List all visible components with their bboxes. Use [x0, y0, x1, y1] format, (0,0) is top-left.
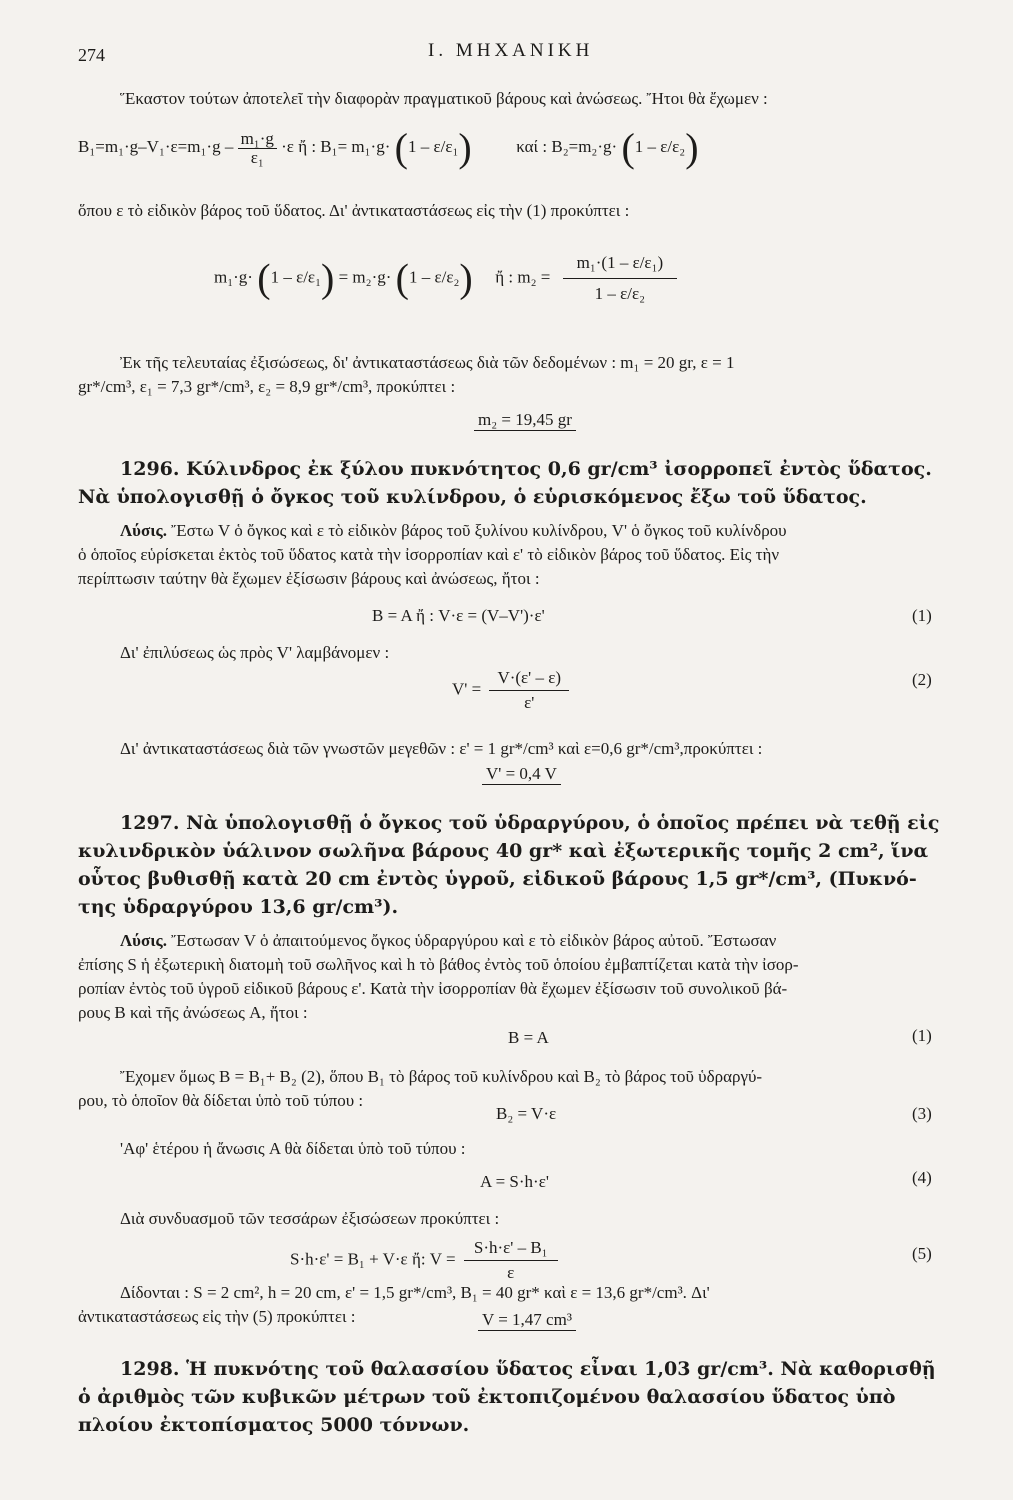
solution-text: Ἔστω V ὁ ὄγκος καὶ ε τὸ εἰδικὸν βάρος τοῦ ξυλίνου κυλίνδρου, V' ὁ ὄγκος τοῦ κυλίνδρου: [171, 521, 787, 540]
problem-1298-title-2: ὁ ἀριθμὸς τῶν κυβικῶν μέτρων τοῦ ἐκτοπιζομένου θαλασσίου ὕδατος ὑπὸ: [78, 1386, 896, 1408]
problem-1298-title-3: πλοίου ἐκτοπίσματος 5000 τόννων.: [78, 1414, 470, 1436]
problem-1296-eq1-number: (1): [912, 606, 932, 625]
eq5-numerator: S·h·ε' – B₁: [464, 1236, 558, 1261]
problem-1297-solution-1: [120, 930, 776, 952]
equation-main: m₁·g· (1 – ε/ε₁) = m₂·g· (1 – ε/ε₂) ἤ : m₂ = $\frac{\text{m₁·(1 – ε/ε₁)}}{\text{1 – ε/ε₂}}$: [214, 248, 677, 309]
intro-line-1: Ἕκαστον τούτων ἀποτελεῖ τὴν διαφορὰν πραγματικοῦ βάρους καὶ ἀνώσεως. Ἤτοι θὰ ἔχωμεν :: [120, 89, 768, 108]
problem-1298-title-1: 1298. Ἡ πυκνότης τοῦ θαλασσίου ὕδατος εἶναι 1,03 gr/cm³. Νὰ καθορισθῇ: [120, 1358, 936, 1380]
eq5-fraction: [464, 1236, 558, 1285]
problem-1296-eq2: [452, 666, 569, 715]
problem-1297-solution-3: ροπίαν ἐντὸς τοῦ ὑγροῦ εἰδικοῦ βάρους ε'. Κατὰ τὴν ἰσορροπίαν θὰ ἔχωμεν ἐξίσωσιν τοῦ συνολικοῦ βά-: [78, 979, 788, 998]
intro-line-3b: gr*/cm³, ε₁ = 7,3 gr*/cm³, ε₂ = 8,9 gr*/cm³, προκύπτει :: [78, 377, 456, 396]
problem-1297-solution-10: ἀντικαταστάσεως εἰς τὴν (5) προκύπτει :: [78, 1307, 356, 1326]
solution-label: Λύσις.: [120, 931, 167, 950]
problem-1297-eq1-number: (1): [912, 1026, 932, 1045]
problem-1297-result: [478, 1310, 576, 1330]
problem-1297-eq3: B₂ = V·ε: [496, 1104, 557, 1123]
eq-main-numerator: m₁·(1 – ε/ε₁): [563, 248, 678, 279]
problem-1296-solution-5: Δι' ἀντικαταστάσεως διὰ τῶν γνωστῶν μεγεθῶν : ε' = 1 gr*/cm³ καὶ ε=0,6 gr*/cm³,προκύπτει :: [120, 739, 763, 758]
problem-1296-solution-3: περίπτωσιν ταύτην θὰ ἔχωμεν ἐξίσωσιν βάρους καὶ ἀνώσεως, ἤτοι :: [78, 569, 540, 588]
eq-b1-numerator: m₁·g: [238, 130, 277, 149]
eq5-denominator: ε: [507, 1263, 515, 1282]
eq5-left: S·h·ε' = B₁ + V·ε ἤ: V =: [290, 1249, 456, 1269]
problem-1297-solution-7: 'Αφ' ἑτέρου ἡ ἄνωσις A θὰ δίδεται ὑπὸ τοῦ τύπου :: [120, 1139, 466, 1158]
problem-1297-eq4-number: (4): [912, 1168, 932, 1187]
problem-1297-solution-2: ἐπίσης S ἡ ἐξωτερικὴ διατομὴ τοῦ σωλῆνος καὶ h τὸ βάθος ἐντὸς τοῦ ὁποίου ἐμβαπτίζεται κατὰ τὴν ἰσορ-: [78, 955, 799, 974]
eq-main-denominator: 1 – ε/ε₂: [594, 284, 646, 303]
problem-1296-title-2: Νὰ ὑπολογισθῇ ὁ ὄγκος τοῦ κυλίνδρου, ὁ εὑρισκόμενος ἔξω τοῦ ὕδατος.: [78, 486, 867, 508]
eq-main-left: m₁·g·: [214, 267, 253, 287]
problem-1296-result: [482, 764, 561, 784]
problem-1297-solution-4: ρους B καὶ τῆς ἀνώσεως A, ἤτοι :: [78, 1003, 308, 1022]
problem-1297-eq5: [290, 1236, 558, 1285]
eq-b2-paren: 1 – ε/ε₂: [634, 136, 686, 156]
eq-b2: καί : B₂=m₂·g·: [516, 136, 618, 156]
problem-1297-title-2: κυλινδρικὸν ὑάλινον σωλῆνα βάρους 40 gr* καὶ ἐξωτερικῆς τομῆς 2 cm², ἵνα: [78, 840, 929, 862]
problem-1296-title-1: 1296. Κύλινδρος ἐκ ξύλου πυκνότητος 0,6 gr/cm³ ἰσορροπεῖ ἐντὸς ὕδατος.: [120, 458, 932, 480]
eq2-numerator: V·(ε' – ε): [489, 666, 569, 691]
eq2-denominator: ε': [524, 693, 535, 712]
intro-line-3a: Ἐκ τῆς τελευταίας ἐξισώσεως, δι' ἀντικαταστάσεως διὰ τῶν δεδομένων : m₁ = 20 gr, ε = 1: [120, 353, 735, 372]
problem-1297-solution-6: ρου, τὸ ὁποῖον θὰ δίδεται ὑπὸ τοῦ τύπου :: [78, 1091, 364, 1110]
problem-1296-eq2-number: (2): [912, 670, 932, 689]
problem-1296-eq1: B = A ἤ : V·ε = (V–V')·ε': [372, 606, 545, 625]
eq-main-mid: = m₂·g·: [338, 267, 392, 287]
problem-1296-solution-2: ὁ ὁποῖος εὑρίσκεται ἐκτὸς τοῦ ὕδατος κατὰ τὴν ἰσορροπίαν καὶ ε' τὸ εἰδικὸν βάρος τοῦ ὕδατος. Εἰς τὴν: [78, 545, 780, 564]
problem-1297-eq1: B = A: [508, 1028, 549, 1047]
eq-b1-paren: 1 – ε/ε₁: [407, 136, 459, 156]
eq-b1-mid: ·ε ἤ : B₁= m₁·g·: [281, 136, 391, 156]
solution-text: Ἔστωσαν V ὁ ἀπαιτούμενος ὄγκος ὑδραργύρου καὶ ε τὸ εἰδικὸν βάρος αὐτοῦ. Ἔστωσαν: [171, 931, 777, 950]
eq-b1-fraction: [238, 130, 277, 167]
problem-1296-solution-4: Δι' ἐπιλύσεως ὡς πρὸς V' λαμβάνομεν :: [120, 643, 390, 662]
running-title: I. ΜΗΧΑΝΙΚΗ: [428, 40, 594, 61]
problem-1297-title-4: της ὑδραργύρου 13,6 gr/cm³).: [78, 896, 399, 918]
solution-label: Λύσις.: [120, 521, 167, 540]
eq-main-fraction: [563, 248, 678, 309]
eq-main-paren-2: 1 – ε/ε₂: [408, 267, 460, 287]
eq-main-paren-1: 1 – ε/ε₁: [270, 267, 321, 287]
problem-1297-result-text: V = 1,47 cm³: [478, 1310, 576, 1331]
intro-line-2: ὅπου ε τὸ εἰδικὸν βάρος τοῦ ὕδατος. Δι' ἀντικαταστάσεως εἰς τὴν (1) προκύπτει :: [78, 201, 630, 220]
problem-1297-title-1: 1297. Νὰ ὑπολογισθῇ ὁ ὄγκος τοῦ ὑδραργύρου, ὁ ὁποῖος πρέπει νὰ τεθῇ εἰς: [120, 812, 940, 834]
problem-1297-eq3-number: (3): [912, 1104, 932, 1123]
result-m2: [474, 410, 576, 430]
eq-b1-left: B₁=m₁·g–V₁·ε=m₁·g –: [78, 136, 234, 156]
result-m2-text: m₂ = 19,45 gr: [474, 410, 576, 431]
eq-b1-denominator: ε₁: [250, 147, 264, 167]
problem-1297-eq5-number: (5): [912, 1244, 932, 1263]
problem-1296-solution-1: [120, 520, 787, 542]
problem-1297-eq4: A = S·h·ε': [480, 1172, 549, 1191]
problem-1297-solution-9: Δίδονται : S = 2 cm², h = 20 cm, ε' = 1,5 gr*/cm³, B₁ = 40 gr* καὶ ε = 13,6 gr*/cm³. Δι': [120, 1283, 710, 1302]
problem-1297-solution-8: Διὰ συνδυασμοῦ τῶν τεσσάρων ἐξισώσεων προκύπτει :: [120, 1209, 500, 1228]
problem-1297-solution-5: Ἔχομεν ὅμως B = B₁+ B₂ (2), ὅπου B₁ τὸ βάρος τοῦ κυλίνδρου καὶ B₂ τὸ βάρος τοῦ ὑδραργύ-: [120, 1067, 763, 1086]
problem-1296-result-text: V' = 0,4 V: [482, 764, 561, 785]
equation-b1-b2: B₁=m₁·g–V₁·ε=m₁·g – $\frac{\text{m₁·g}}{\text{ε₁}}$ ·ε ἤ : B₁= m₁·g· (1 – ε/ε₁) καί : B₂=m₂·g· (1 – ε/ε₂): [78, 125, 699, 170]
page-number: 274: [78, 45, 105, 65]
eq2-left: V' =: [452, 679, 482, 699]
eq2-fraction: [489, 666, 569, 715]
problem-1297-title-3: οὗτος βυθισθῇ κατὰ 20 cm ἐντὸς ὑγροῦ, εἰδικοῦ βάρους 1,5 gr*/cm³, (Πυκνό-: [78, 868, 917, 890]
eq-main-or: ἤ : m₂ =: [495, 267, 551, 287]
